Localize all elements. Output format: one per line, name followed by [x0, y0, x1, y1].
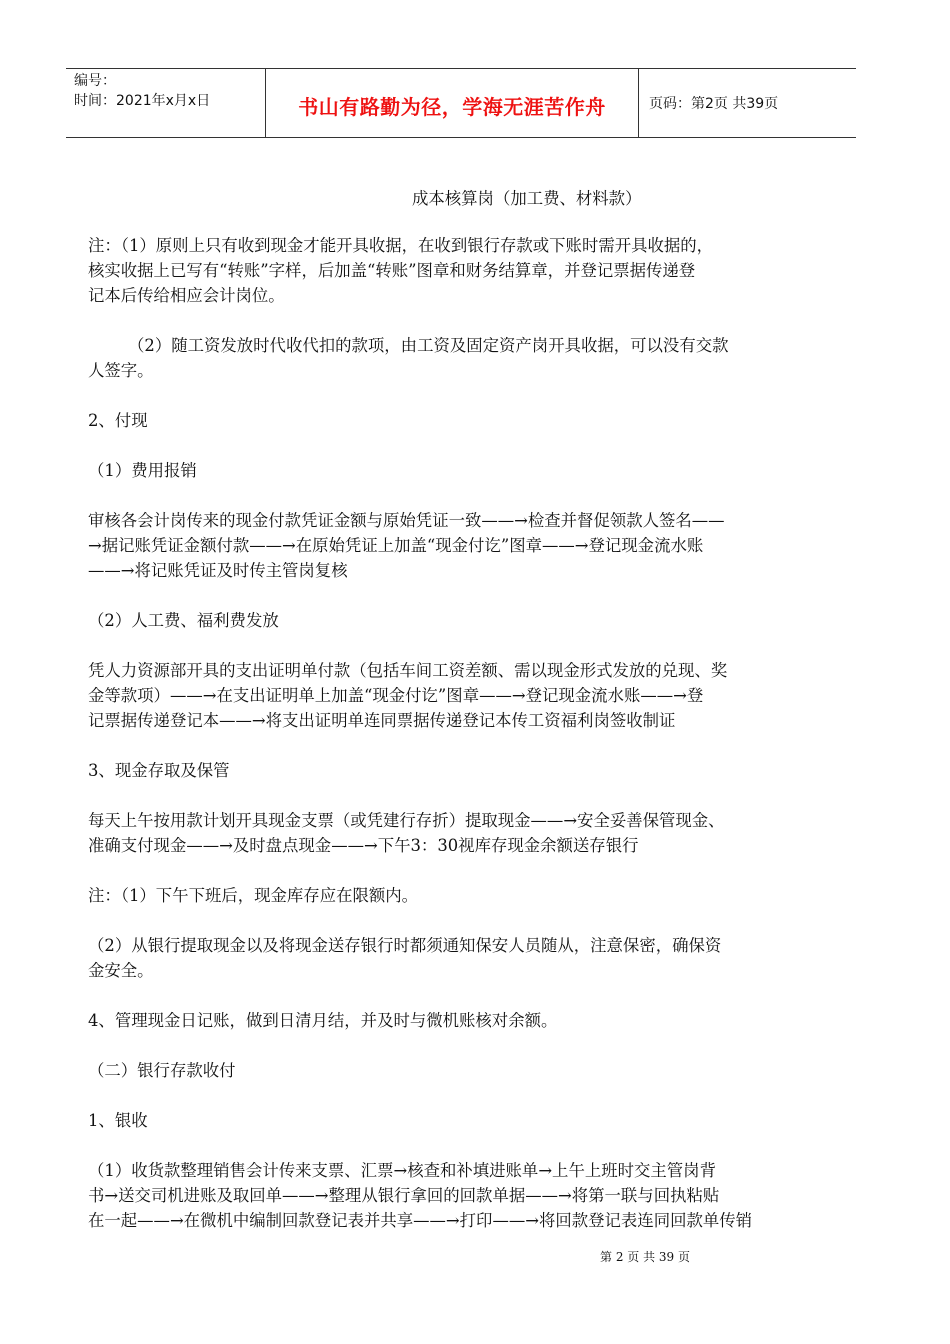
text-line: （1）费用报销	[88, 461, 197, 480]
text-line: 核实收据上已写有“转账”字样，后加盖“转账”图章和财务结算章，并登记票据传递登	[88, 261, 696, 280]
text-line: 书→送交司机进账及取回单——→整理从银行拿回的回款单据——→将第一联与回执粘贴	[88, 1186, 720, 1205]
text-line: 3、现金存取及保管	[88, 761, 230, 780]
text-line: 人签字。	[88, 361, 154, 380]
text-line: 凭人力资源部开具的支出证明单付款（包括车间工资差额、需以现金形式发放的兑现、奖	[88, 661, 728, 680]
section-title: 成本核算岗（加工费、材料款）	[412, 189, 642, 208]
header-meta-cell	[66, 69, 266, 137]
time-label: 时间：2021年x月x日	[74, 93, 211, 109]
text-line: 每天上午按用款计划开具现金支票（或凭建行存折）提取现金——→安全妥善保管现金、	[88, 811, 725, 830]
text-line: 金安全。	[88, 961, 154, 980]
number-label: 编号：	[74, 73, 116, 89]
text-line: （2）从银行提取现金以及将现金送存银行时都须通知保安人员随从，注意保密，确保资	[88, 936, 722, 955]
text-line: 记票据传递登记本——→将支出证明单连同票据传递登记本传工资福利岗签收制证	[88, 711, 676, 730]
text-line: 1、银收	[88, 1111, 148, 1130]
page-info: 页码：第2页 共39页	[649, 96, 779, 112]
text-line: （二）银行存款收付	[88, 1061, 236, 1080]
text-line: 审核各会计岗传来的现金付款凭证金额与原始凭证一致——→检查并督促领款人签名——	[88, 511, 725, 530]
text-line: 注：（1）下午下班后，现金库存应在限额内。	[88, 886, 419, 905]
text-line: 2、付现	[88, 411, 148, 430]
header-motto-cell	[266, 69, 639, 137]
text-line: （1）收货款整理销售会计传来支票、汇票→核查和补填进账单→上午上班时交主管岗背	[88, 1161, 716, 1180]
motto: 书山有路勤为径，学海无涯苦作舟	[298, 95, 606, 119]
page-footer: 第 2 页 共 39 页	[600, 1250, 690, 1264]
text-line: （2）随工资发放时代收代扣的款项，由工资及固定资产岗开具收据，可以没有交款	[128, 336, 729, 355]
text-line: 准确支付现金——→及时盘点现金——→下午3：30视库存现金余额送存银行	[88, 836, 639, 855]
text-line: （2）人工费、福利费发放	[88, 611, 279, 630]
text-line: 金等款项）——→在支出证明单上加盖“现金付讫”图章——→登记现金流水账——→登	[88, 686, 704, 705]
header-page-cell	[639, 69, 856, 137]
header-table	[66, 68, 856, 138]
text-line: 注：（1）原则上只有收到现金才能开具收据，在收到银行存款或下账时需开具收据的，	[88, 236, 714, 255]
text-line: 记本后传给相应会计岗位。	[88, 286, 285, 305]
text-line: 在一起——→在微机中编制回款登记表并共享——→打印——→将回款登记表连同回款单传销	[88, 1211, 753, 1230]
text-line: 4、管理现金日记账，做到日清月结，并及时与微机账核对余额。	[88, 1011, 558, 1030]
text-line: →据记账凭证金额付款——→在原始凭证上加盖“现金付讫”图章——→登记现金流水账	[88, 536, 704, 555]
text-line: ——→将记账凭证及时传主管岗复核	[88, 561, 348, 580]
